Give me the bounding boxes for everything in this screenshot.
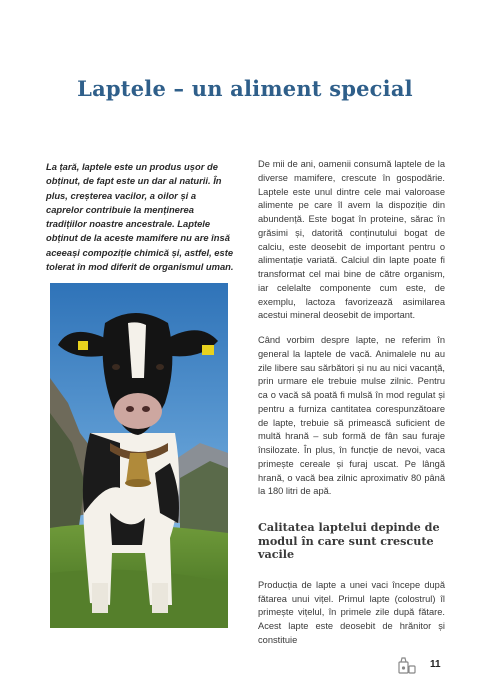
milk-jug-icon bbox=[396, 655, 418, 680]
page-title: Laptele – un aliment special bbox=[77, 76, 413, 102]
article-column bbox=[258, 158, 445, 659]
body-paragraph-3: Producția de lapte a unei vaci începe după fătarea unui vițel. Primul lapte (colostrul) îl primește vițelul, în primele zile după fătare. Acest lapte este deosebit de hrănitor și constituie bbox=[258, 579, 445, 645]
page-number: 11 bbox=[430, 659, 441, 670]
body-paragraph-2: Când vorbim despre lapte, ne referim în general la laptele de vacă. Animalele nu au zile libere sau sărbători și nu au nici vacanță, prin urmare ele trebuie mulse zilnic. Pentru ca o vacă să poată fi mulsă în mod regulat și pentru a furniza cantitatea corespunzătoare de lapte, trebuie să primească suficient de multă hrană – sub formă de fân sau furaje însilozate. În plus, în funcție de nevoi, vaca primește cereale și furaj uscat. Pe lângă hrană, o vacă bea zilnic aproximativ 80 până la 180 litri de apă. bbox=[258, 335, 445, 497]
section-heading: Calitatea laptelui depinde de modul în care sunt crescute vacile bbox=[258, 520, 440, 562]
body-paragraph-1: De mii de ani, oamenii consumă laptele de la diverse mamifere, crescute în gospodărie. Laptele este unul dintre cele mai valoroase alimente pe care îl avem la dispoziție din abundență. Este bogat în proteine, sărac în grăsimi și, datorită conținutului bogat de calciu, este deosebit de important pentru o alimentație variată. Calciul din lapte poate fi transformat cel mai bine de către organism, iar celelalte componente cum este, de exemplu, lactoza favorizează asimilarea acestui mineral deosebit de important. bbox=[258, 159, 445, 321]
intro-paragraph: La țară, laptele este un produs ușor de obținut, de fapt este un dar al naturii. În plus, creșterea vacilor, a oilor și a caprelor contribuie la menținerea tradițiilor noastre ancestrale. Laptele obținut de la aceste mamifere nu are însă aceeași compoziție chimică și, astfel, este tolerat în mod diferit de organismul uman. bbox=[46, 161, 234, 273]
cow-photo bbox=[50, 283, 228, 628]
